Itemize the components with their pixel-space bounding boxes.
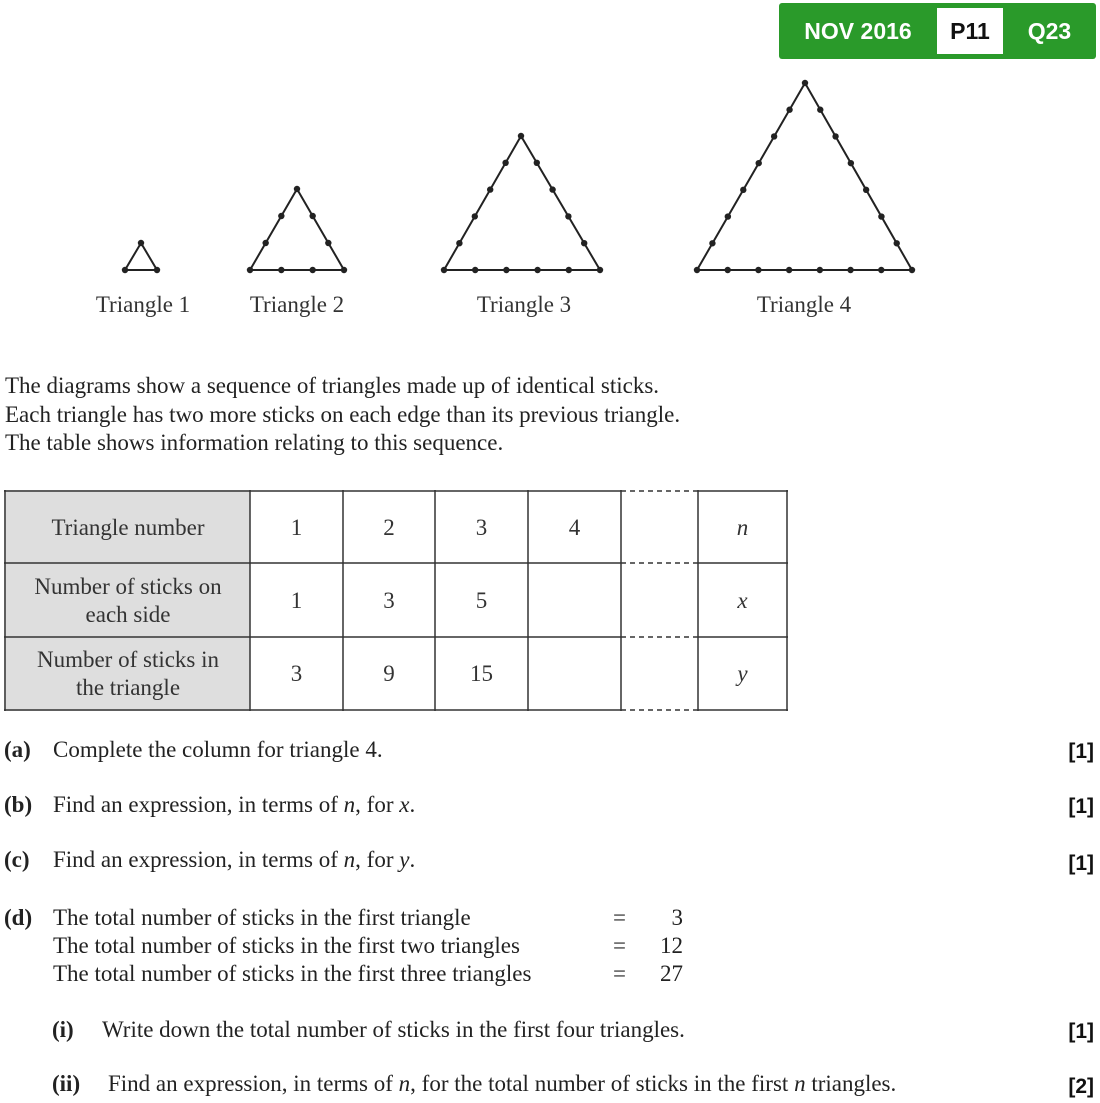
stick-joint-dot	[341, 267, 347, 273]
question-d-ii-text-post: triangles.	[805, 1071, 897, 1096]
header-sticks-in-triangle-line-1: Number of sticks in	[36, 647, 220, 672]
stick-joint-dot	[894, 240, 900, 246]
question-d-ii-text-mid: , for the total number of sticks in the first	[410, 1071, 795, 1096]
intro-line-2: Each triangle has two more sticks on each edge than its previous triangle.	[5, 401, 681, 427]
question-c-text-post: .	[409, 847, 416, 872]
question-d-line-2: The total number of sticks in the first two triangles	[53, 933, 520, 958]
cell-r3-c3: 15	[470, 661, 493, 686]
stick-joint-dot	[549, 186, 555, 192]
stick-joint-dot	[802, 80, 808, 86]
stick-joint-dot	[325, 240, 331, 246]
question-a-text: Complete the column for triangle 4.	[53, 737, 383, 762]
stick-joint-dot	[725, 267, 731, 273]
header-sticks-in-triangle-line-2: the triangle	[75, 675, 181, 700]
stick-joint-dot	[502, 160, 508, 166]
stick-joint-dot	[518, 133, 524, 139]
question-a-marks: [1]	[1068, 740, 1094, 763]
stick-joint-dot	[566, 267, 572, 273]
cell-r1-n: n	[736, 514, 749, 540]
stick-joint-dot	[247, 267, 253, 273]
stick-joint-dot	[597, 267, 603, 273]
question-b-var-n: n	[343, 792, 356, 817]
question-b-text-pre: Find an expression, in terms of	[53, 792, 344, 817]
question-c-var-n: n	[343, 847, 356, 872]
question-d-ii-text-pre: Find an expression, in terms of	[108, 1071, 399, 1096]
stick-joint-dot	[565, 213, 571, 219]
question-d-ii-label: (ii)	[52, 1071, 81, 1096]
triangle-2-label: Triangle 2	[249, 292, 345, 317]
header-sticks-each-side-line-1: Number of sticks on	[34, 573, 222, 599]
intro-line-1: The diagrams show a sequence of triangles made up of identical sticks.	[5, 373, 660, 398]
cell-r3-c4-empty[interactable]	[528, 638, 621, 710]
stick-joint-dot	[472, 213, 478, 219]
stick-joint-dot	[138, 240, 144, 246]
stick-joint-dot	[771, 133, 777, 139]
question-d-eq-3: =	[613, 961, 626, 986]
stick-joint-dot	[534, 160, 540, 166]
stick-joint-dot	[581, 240, 587, 246]
cell-r3-c2: 9	[383, 661, 395, 686]
triangle-3-outline	[444, 136, 600, 270]
stick-joint-dot	[756, 160, 762, 166]
question-d-i-text: Write down the total number of sticks in the first four triangles.	[102, 1017, 685, 1042]
cell-r3-c1: 3	[290, 661, 303, 686]
stick-joint-dot	[534, 267, 540, 273]
stick-joint-dot	[503, 267, 509, 273]
question-d-line-3: The total number of sticks in the first three triangles	[53, 961, 532, 986]
triangle-2-outline	[250, 189, 344, 270]
question-d-line-1: The total number of sticks in the first triangle	[53, 905, 471, 930]
question-d-eq-2: =	[613, 933, 626, 958]
cell-r2-x: x	[737, 587, 748, 613]
question-b-marks: [1]	[1068, 795, 1094, 818]
stick-joint-dot	[709, 240, 715, 246]
triangle-4-label: Triangle 4	[756, 292, 852, 317]
stick-joint-dot	[262, 240, 268, 246]
badge-paper: P11	[937, 8, 1003, 54]
question-d-ii-text	[108, 1071, 896, 1097]
cell-r2-c1: 1	[290, 587, 303, 613]
cell-r2-c2: 3	[383, 587, 395, 613]
triangle-1-label: Triangle 1	[95, 292, 191, 317]
stick-joint-dot	[725, 213, 731, 219]
sequence-table	[4, 490, 788, 711]
question-a-label: (a)	[4, 737, 31, 762]
intro-text	[5, 372, 680, 458]
question-d-val-3: 27	[660, 961, 683, 986]
question-c-marks: [1]	[1068, 852, 1094, 875]
cell-r1-c1: 1	[290, 514, 303, 540]
cell-r3-y: y	[737, 661, 748, 686]
question-b-text	[53, 792, 415, 818]
stick-joint-dot	[878, 213, 884, 219]
stick-joint-dot	[122, 267, 128, 273]
stick-joint-dot	[786, 107, 792, 113]
stick-joint-dot	[863, 187, 869, 193]
stick-joint-dot	[441, 267, 447, 273]
question-b-label: (b)	[4, 792, 33, 817]
stick-joint-dot	[832, 133, 838, 139]
question-d-i-label: (i)	[52, 1017, 74, 1042]
stick-joint-dot	[786, 267, 792, 273]
header-sticks-in-triangle	[6, 638, 250, 710]
stick-joint-dot	[154, 267, 160, 273]
stick-joint-dot	[755, 267, 761, 273]
question-c-var-y: y	[399, 847, 410, 872]
badge-month: NOV 2016	[804, 18, 912, 44]
question-d-eq-1: =	[613, 905, 626, 930]
triangle-sequence-diagram	[0, 0, 1100, 330]
question-d-ii-var-n: n	[398, 1071, 411, 1096]
stick-joint-dot	[694, 267, 700, 273]
cell-r1-c3: 3	[475, 514, 488, 540]
question-d-val-1: 3	[671, 905, 683, 930]
stick-joint-dot	[817, 107, 823, 113]
question-c-text-pre: Find an expression, in terms of	[53, 847, 344, 872]
cell-r1-c4: 4	[568, 514, 581, 540]
question-b-var-x: x	[399, 792, 410, 817]
stick-joint-dot	[278, 267, 284, 273]
question-c-label: (c)	[4, 847, 30, 872]
question-b-text-post: .	[409, 792, 416, 817]
stick-joint-dot	[309, 267, 315, 273]
stick-joint-dot	[878, 267, 884, 273]
header-sticks-each-side	[6, 564, 250, 637]
cell-r2-c4-empty[interactable]	[528, 564, 621, 637]
triangle-4-outline	[697, 83, 912, 270]
question-d-label: (d)	[4, 905, 33, 930]
stick-joint-dot	[309, 213, 315, 219]
stick-joint-dot	[278, 213, 284, 219]
stick-joint-dot	[848, 160, 854, 166]
stick-joint-dot	[472, 267, 478, 273]
stick-joint-dot	[847, 267, 853, 273]
header-sticks-each-side-line-2: each side	[85, 601, 171, 627]
question-c-text	[53, 847, 415, 873]
stick-joint-dot	[456, 240, 462, 246]
question-d-ii-var-n2: n	[794, 1071, 806, 1096]
stick-joint-dot	[817, 267, 823, 273]
stick-joint-dot	[909, 267, 915, 273]
intro-line-3: The table shows information relating to this sequence.	[5, 430, 504, 455]
stick-joint-dot	[294, 186, 300, 192]
question-c-text-mid: , for	[355, 847, 400, 872]
question-d-i-marks: [1]	[1068, 1020, 1094, 1043]
question-b-text-mid: , for	[355, 792, 400, 817]
stick-joint-dot	[740, 187, 746, 193]
cell-r1-c2: 2	[383, 514, 395, 540]
triangle-3-label: Triangle 3	[476, 292, 572, 317]
badge-question: Q23	[1027, 18, 1072, 44]
triangle-1-outline	[125, 243, 157, 270]
question-d-ii-marks: [2]	[1068, 1075, 1094, 1098]
header-triangle-number: Triangle number	[51, 514, 205, 540]
question-d-val-2: 12	[660, 933, 683, 958]
cell-r2-c3: 5	[475, 587, 488, 613]
stick-joint-dot	[487, 186, 493, 192]
